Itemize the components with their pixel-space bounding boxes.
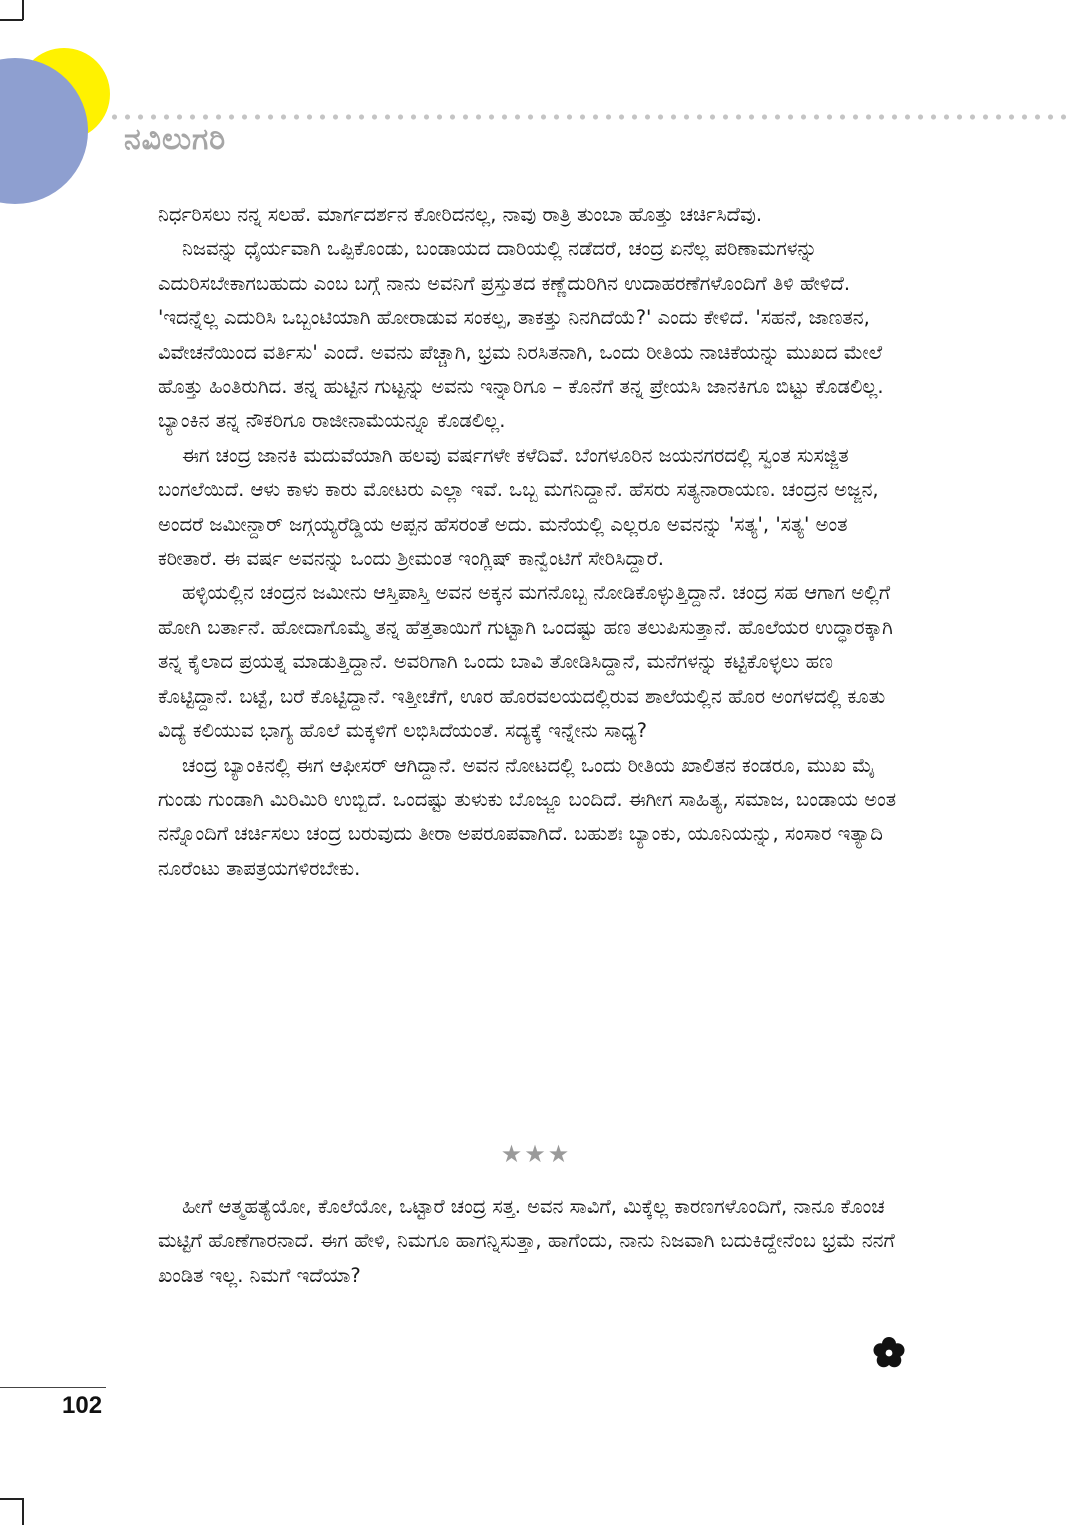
paragraph: ಚಂದ್ರ ಬ್ಯಾಂಕಿನಲ್ಲಿ ಈಗ ಆಫೀಸರ್ ಆಗಿದ್ದಾನೆ. ಅವನ ನೋಟದಲ್ಲಿ ಒಂದು ರೀತಿಯ ಖಾಲಿತನ ಕಂಡರೂ, ಮುಖ ಮೈ ಗುಂಡು ಗುಂಡಾಗಿ ಮಿರಿಮಿರಿ ಉಬ್ಬಿದೆ. ಒಂದಷ್ಟು ತುಳುಕು ಬೊಜ್ಜೂ ಬಂದಿದೆ. ಈಗೀಗ ಸಾಹಿತ್ಯ, ಸಮಾಜ, ಬಂಡಾಯ ಅಂತ ನನ್ನೊಂದಿಗೆ ಚರ್ಚಿಸಲು ಚಂದ್ರ ಬರುವುದು ತೀರಾ ಅಪರೂಪವಾಗಿದೆ. ಬಹುಶಃ ಬ್ಯಾಂಕು, ಯೂನಿಯನ್ನು, ಸಂಸಾರ ಇತ್ಯಾದಿ ನೂರೆಂಟು ತಾಪತ್ರಯಗಳಿರಬೇಕು.	[158, 753, 897, 880]
flower-icon	[872, 1336, 906, 1370]
paragraph: ನಿಜವನ್ನು ಧೈರ್ಯವಾಗಿ ಒಪ್ಪಿಕೊಂಡು, ಬಂಡಾಯದ ದಾರಿಯಲ್ಲಿ ನಡೆದರೆ, ಚಂದ್ರ ಏನೆಲ್ಲ ಪರಿಣಾಮಗಳನ್ನು ಎದುರಿಸಬೇಕಾಗಬಹುದು ಎಂಬ ಬಗ್ಗೆ ನಾನು ಅವನಿಗೆ ಪ್ರಸ್ತುತದ ಕಣ್ಣೆದುರಿಗಿನ ಉದಾಹರಣೆಗಳೊಂದಿಗೆ ತಿಳಿ ಹೇಳಿದೆ. 'ಇದನ್ನೆಲ್ಲ ಎದುರಿಸಿ ಒಬ್ಬಂಟಿಯಾಗಿ ಹೋರಾಡುವ ಸಂಕಲ್ಪ, ತಾಕತ್ತು ನಿನಗಿದೆಯೆ?' ಎಂದು ಕೇಳಿದೆ. 'ಸಹನೆ, ಜಾಣತನ, ವಿವೇಚನೆಯಿಂದ ವರ್ತಿಸು' ಎಂದೆ. ಅವನು ಪೆಚ್ಚಾಗಿ, ಭ್ರಮ ನಿರಸಿತನಾಗಿ, ಒಂದು ರೀತಿಯ ನಾಚಿಕೆಯನ್ನು ಮುಖದ ಮೇಲೆ ಹೊತ್ತು ಹಿಂತಿರುಗಿದ. ತನ್ನ ಹುಟ್ಟಿನ ಗುಟ್ಟನ್ನು ಅವನು ಇನ್ನಾರಿಗೂ – ಕೊನೆಗೆ ತನ್ನ ಪ್ರೇಯಸಿ ಜಾನಕಿಗೂ ಬಿಟ್ಟು ಕೊಡಲಿಲ್ಲ. ಬ್ಯಾಂಕಿನ ತನ್ನ ನೌಕರಿಗೂ ರಾಜೀನಾಮೆಯನ್ನೂ ಕೊಡಲಿಲ್ಲ.	[158, 237, 884, 433]
closing-text	[158, 1190, 910, 1293]
main-text	[158, 198, 910, 886]
section-separator: ★★★	[500, 1140, 572, 1168]
crop-mark-top	[22, 0, 24, 20]
closing-paragraph: ಹೀಗೆ ಆತ್ಮಹತ್ಯೆಯೋ, ಕೊಲೆಯೋ, ಒಟ್ಟಾರೆ ಚಂದ್ರ ಸತ್ತ. ಅವನ ಸಾವಿಗೆ, ಮಿಕ್ಕೆಲ್ಲ ಕಾರಣಗಳೊಂದಿಗೆ, ನಾನೂ ಕೊಂಚ ಮಟ್ಟಿಗೆ ಹೊಣೆಗಾರನಾದೆ. ಈಗ ಹೇಳಿ, ನಿಮಗೂ ಹಾಗನ್ನಿಸುತ್ತಾ, ಹಾಗೆಂದು, ನಾನು ನಿಜವಾಗಿ ಬದುಕಿದ್ದೇನೆಂಬ ಭ್ರಮೆ ನನಗೆ ಖಂಡಿತ ಇಲ್ಲ. ನಿಮಗೆ ಇದೆಯಾ?	[158, 1195, 895, 1287]
crop-mark-bottom-horizontal	[0, 1498, 23, 1500]
running-header-title: ನವಿಲುಗರಿ	[124, 122, 227, 157]
dotted-header-rule	[108, 112, 1072, 122]
paragraph: ಹಳ್ಳಿಯಲ್ಲಿನ ಚಂದ್ರನ ಜಮೀನು ಆಸ್ತಿಪಾಸ್ತಿ ಅವನ ಅಕ್ಕನ ಮಗನೊಬ್ಬ ನೋಡಿಕೊಳ್ಳುತ್ತಿದ್ದಾನೆ. ಚಂದ್ರ ಸಹ ಆಗಾಗ ಅಲ್ಲಿಗೆ ಹೋಗಿ ಬರ್ತಾನೆ. ಹೋದಾಗೊಮ್ಮೆ ತನ್ನ ಹೆತ್ತತಾಯಿಗೆ ಗುಟ್ಟಾಗಿ ಒಂದಷ್ಟು ಹಣ ತಲುಪಿಸುತ್ತಾನೆ. ಹೊಲೆಯರ ಉದ್ಧಾರಕ್ಕಾಗಿ ತನ್ನ ಕೈಲಾದ ಪ್ರಯತ್ನ ಮಾಡುತ್ತಿದ್ದಾನೆ. ಅವರಿಗಾಗಿ ಒಂದು ಬಾವಿ ತೋಡಿಸಿದ್ದಾನೆ, ಮನೆಗಳನ್ನು ಕಟ್ಟಿಕೊಳ್ಳಲು ಹಣ ಕೊಟ್ಟಿದ್ದಾನೆ. ಬಟ್ಟೆ, ಬರೆ ಕೊಟ್ಟಿದ್ದಾನೆ. ಇತ್ತೀಚೆಗೆ, ಊರ ಹೊರವಲಯದಲ್ಲಿರುವ ಶಾಲೆಯಲ್ಲಿನ ಹೊರ ಅಂಗಳದಲ್ಲಿ ಕೂತು ವಿದ್ಯೆ ಕಲಿಯುವ ಭಾಗ್ಯ ಹೊಲೆ ಮಕ್ಕಳಿಗೆ ಲಭಿಸಿದೆಯಂತೆ. ಸದ್ಯಕ್ಕೆ ಇನ್ನೇನು ಸಾಧ್ಯ?	[158, 581, 893, 743]
page-number: 102	[62, 1392, 103, 1419]
paragraph: ಈಗ ಚಂದ್ರ ಜಾನಕಿ ಮದುವೆಯಾಗಿ ಹಲವು ವರ್ಷಗಳೇ ಕಳೆದಿವೆ. ಬೆಂಗಳೂರಿನ ಜಯನಗರದಲ್ಲಿ ಸ್ವಂತ ಸುಸಜ್ಜಿತ ಬಂಗಲೆಯಿದೆ. ಆಳು ಕಾಳು ಕಾರು ಮೋಟರು ಎಲ್ಲಾ ಇವೆ. ಒಬ್ಬ ಮಗನಿದ್ದಾನೆ. ಹೆಸರು ಸತ್ಯನಾರಾಯಣ. ಚಂದ್ರನ ಅಜ್ಜನ, ಅಂದರೆ ಜಮೀನ್ದಾರ್ ಜಗ್ಗಯ್ಯರೆಡ್ಡಿಯ ಅಪ್ಪನ ಹೆಸರಂತೆ ಅದು. ಮನೆಯಲ್ಲಿ ಎಲ್ಲರೂ ಅವನನ್ನು 'ಸತ್ಯ', 'ಸತ್ಯ' ಅಂತ ಕರೀತಾರೆ. ಈ ವರ್ಷ ಅವನನ್ನು ಒಂದು ಶ್ರೀಮಂತ ಇಂಗ್ಲಿಷ್ ಕಾನ್ವೆಂಟಿಗೆ ಸೇರಿಸಿದ್ದಾರೆ.	[158, 443, 879, 571]
paragraph: ನಿರ್ಧರಿಸಲು ನನ್ನ ಸಲಹೆ. ಮಾರ್ಗದರ್ಶನ ಕೋರಿದನಲ್ಲ, ನಾವು ರಾತ್ರಿ ತುಂಬಾ ಹೊತ್ತು ಚರ್ಚಿಸಿದೆವು.	[158, 203, 763, 226]
crop-mark-top-horizontal	[0, 19, 23, 21]
footer-rule	[0, 1387, 106, 1388]
crop-mark-bottom	[22, 1498, 24, 1525]
